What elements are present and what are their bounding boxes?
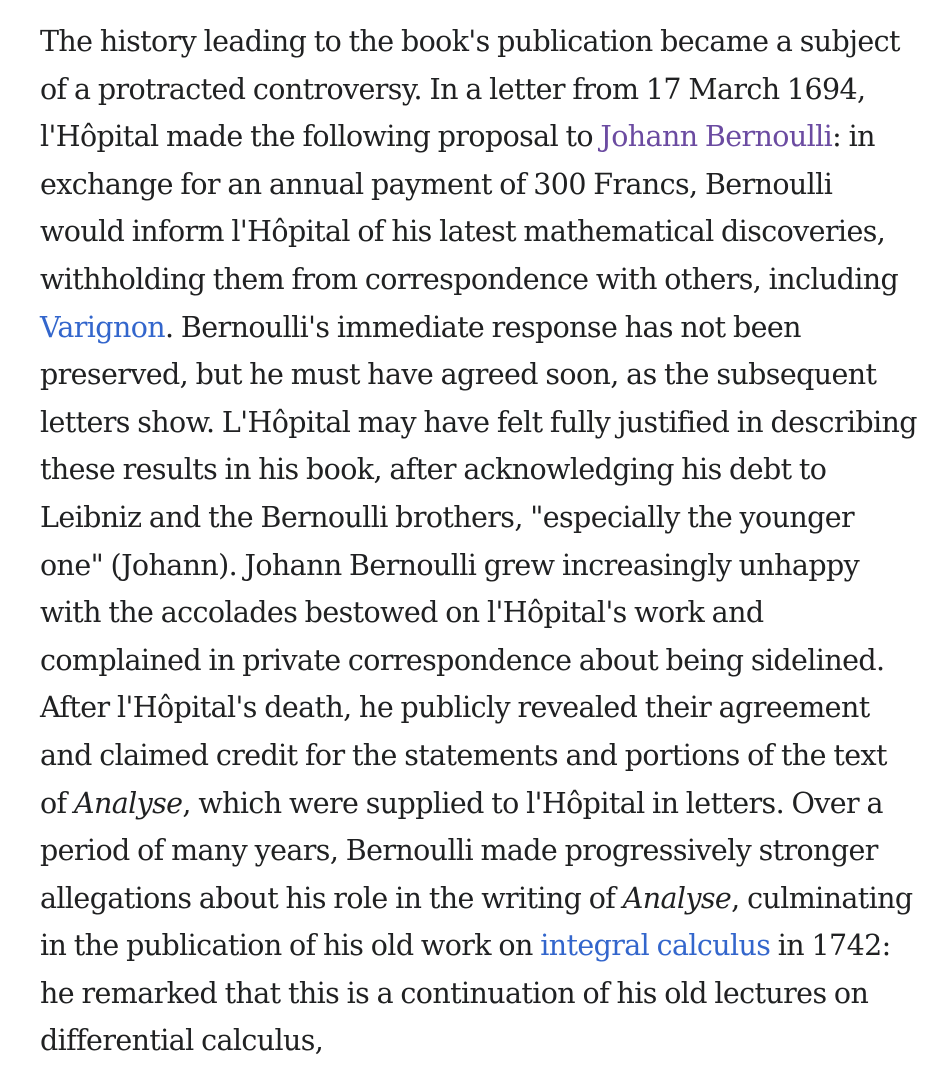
link-varignon[interactable]: Varignon: [40, 310, 166, 344]
text-segment: in 1742: he remarked that this is a continuation of his old lectures on differential calculus,: [40, 929, 891, 1058]
paragraph: [40, 18, 920, 1065]
link-johann-bernoulli[interactable]: Johann Bernoulli: [600, 120, 833, 154]
text-segment: : in exchange for an annual payment of 300 Francs, Bernoulli would inform l'Hôpital of his latest mathematical discoveries, withholding them from correspondence with others, including: [40, 120, 899, 296]
text-segment: . Bernoulli's immediate response has not been preserved, but he must have agreed soon, as the subsequent letters show. L'Hôpital may have felt fully justified in describing these results in his book, after acknowledging his debt to Leibniz and the Bernoulli brothers, "especially the younger one" (Johann). Johann Bernoulli grew increasingly unhappy with the accolades bestowed on l'Hôpital's work and complained in private correspondence about being sidelined. After l'Hôpital's death, he publicly revealed their agreement and claimed credit for the statements and portions of the text of: [40, 310, 917, 820]
article-body: [40, 18, 920, 1065]
italic-title-analyse: Analyse: [622, 881, 732, 915]
text-segment: The history leading to the book's publication became a subject of a protracted controversy. In a letter from 17 March 1694, l'Hôpital made the following proposal to: [40, 25, 900, 154]
text-segment: , which were supplied to l'Hôpital in letters. Over a period of many years, Bernoulli made progressively stronger allegations about his role in the writing of: [40, 786, 883, 915]
text-segment: , culminating in the publication of his old work on: [40, 881, 913, 963]
italic-title-analyse: Analyse: [73, 786, 183, 820]
link-integral-calculus[interactable]: integral calculus: [540, 929, 771, 963]
